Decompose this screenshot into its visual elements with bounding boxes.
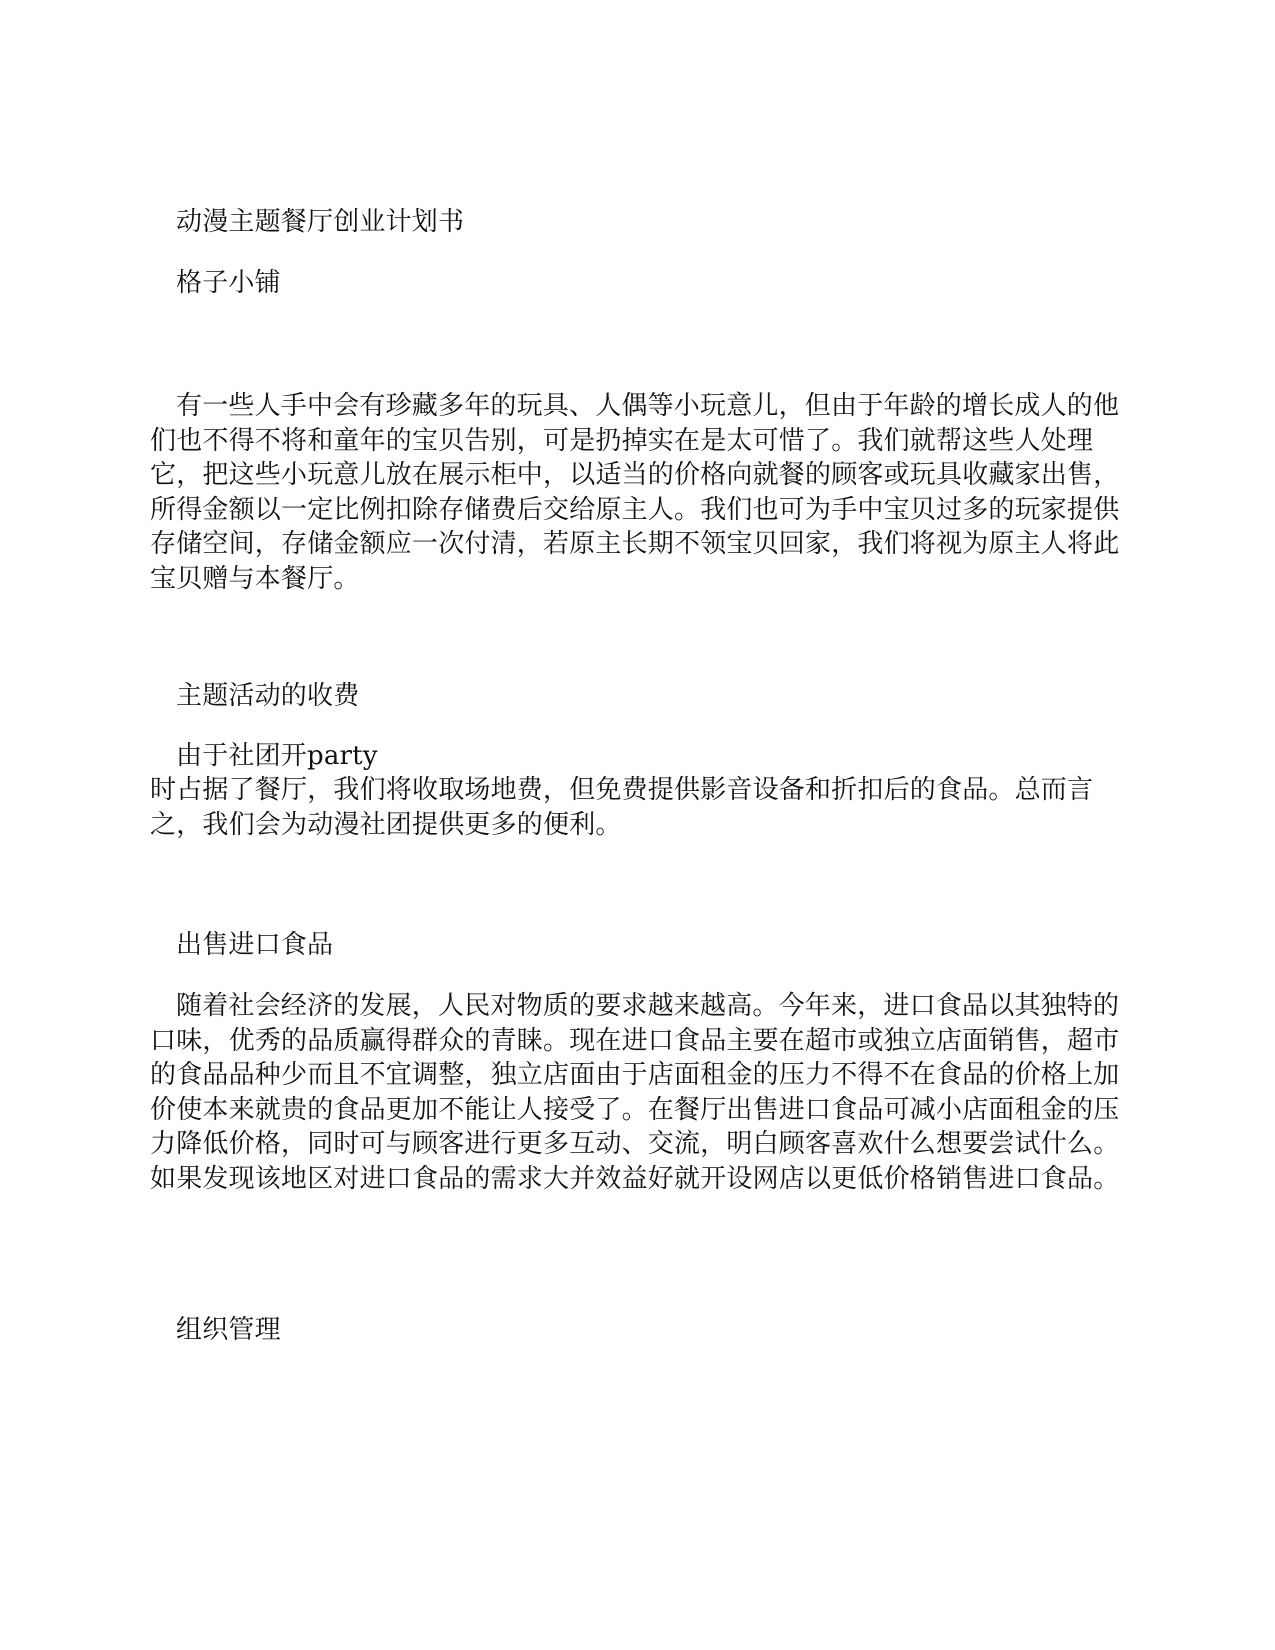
heading-management: 组织管理 <box>176 1315 281 1345</box>
paragraph-fees-line2: 时占据了餐厅，我们将收取场地费，但免费提供影音设备和折扣后的食品。总而言之，我们会为动漫社团提供更多的便利。 <box>150 775 1094 840</box>
document-title: 动漫主题餐厅创业计划书 <box>176 207 465 237</box>
document-author: 格子小铺 <box>176 268 281 298</box>
paragraph-import: 随着社会经济的发展，人民对物质的要求越来越高。今年来，进口食品以其独特的口味，优秀的品质赢得群众的青睐。现在进口食品主要在超市或独立店面销售，超市的食品品种少而且不宜调整，独立店面由于店面租金的压力不得不在食品的价格上加价使本来就贵的食品更加不能让人接受了。在餐厅出售进口食品可减小店面租金的压力降低价格，同时可与顾客进行更多互动、交流，明白顾客喜欢什么想要尝试什么。如果发现该地区对进口食品的需求大并效益好就开设网店以更低价格销售进口食品。 <box>150 991 1120 1194</box>
paragraph-fees-line1: 由于社团开party <box>176 741 378 771</box>
paragraph-intro: 有一些人手中会有珍藏多年的玩具、人偶等小玩意儿，但由于年龄的增长成人的他们也不得不将和童年的宝贝告别，可是扔掉实在是太可惜了。我们就帮这些人处理它，把这些小玩意儿放在展示柜中，以适当的价格向就餐的顾客或玩具收藏家出售，所得金额以一定比例扣除存储费后交给原主人。我们也可为手中宝贝过多的玩家提供存储空间，存储金额应一次付清，若原主长期不领宝贝回家，我们将视为原主人将此宝贝赠与本餐厅。 <box>150 391 1120 594</box>
heading-fees: 主题活动的收费 <box>176 681 360 711</box>
heading-import: 出售进口食品 <box>176 930 334 960</box>
